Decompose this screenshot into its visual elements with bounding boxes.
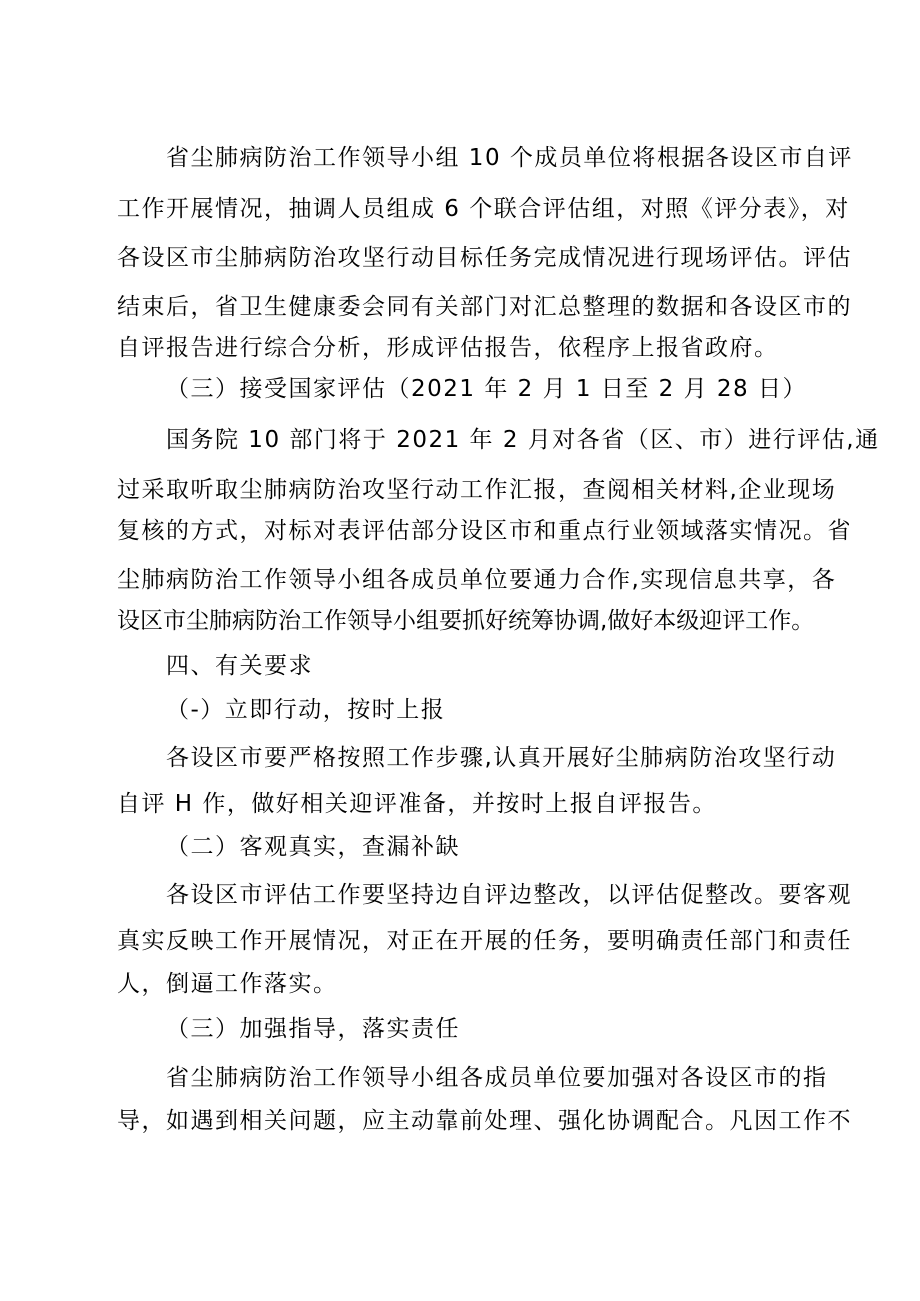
text-line: 人，倒逼工作落实。 bbox=[117, 971, 338, 997]
text-line: 各设区市尘肺病防治攻坚行动目标任务完成情况进行现场评估。评估 bbox=[117, 245, 852, 271]
section-heading: （三）接受国家评估（2021 年 2 月 1 日至 2 月 28 日） bbox=[166, 376, 807, 402]
text-line: 导，如遇到相关问题，应主动靠前处理、强化协调配合。凡因工作不 bbox=[117, 1108, 852, 1134]
text-line: 复核的方式，对标对表评估部分设区市和重点行业领域落实情况。省 bbox=[117, 518, 852, 544]
text-line: 各设区市评估工作要坚持边自评边整改，以评估促整改。要客观 bbox=[166, 882, 852, 908]
text-line: 结束后，省卫生健康委会同有关部门对汇总整理的数据和各设区市的 bbox=[117, 294, 852, 320]
text-line: 国务院 10 部门将于 2021 年 2 月对各省（区、市）进行评估,通 bbox=[166, 427, 880, 453]
text-line: 真实反映工作开展情况，对正在开展的任务，要明确责任部门和责任 bbox=[117, 928, 852, 954]
subsection-heading: （三）加强指导，落实责任 bbox=[166, 1016, 460, 1042]
text-line: 省尘肺病防治工作领导小组各成员单位要加强对各设区市的指 bbox=[166, 1065, 828, 1091]
text-line: 尘肺病防治工作领导小组各成员单位要通力合作,实现信息共享，各 bbox=[117, 567, 837, 593]
text-line: 各设区市要严格按照工作步骤,认真开展好尘肺病防治攻坚行动 bbox=[166, 745, 837, 771]
text-line: 设区市尘肺病防治工作领导小组要抓好统筹协调,做好本级迎评工作。 bbox=[117, 608, 815, 634]
text-line: 自评 H 作，做好相关迎评准备，并按时上报自评报告。 bbox=[117, 791, 717, 817]
section-heading: 四、有关要求 bbox=[166, 653, 313, 679]
text-line: 自评报告进行综合分析，形成评估报告，依程序上报省政府。 bbox=[117, 335, 779, 361]
text-line: 过采取听取尘肺病防治攻坚行动工作汇报，查阅相关材料,企业现场 bbox=[117, 477, 837, 503]
subsection-heading: （二）客观真实，查漏补缺 bbox=[166, 834, 460, 860]
text-line: 省尘肺病防治工作领导小组 10 个成员单位将根据各设区市自评 bbox=[166, 145, 853, 171]
text-line: 工作开展情况，抽调人员组成 6 个联合评估组，对照《评分表》，对 bbox=[117, 196, 850, 222]
subsection-heading: （-）立即行动，按时上报 bbox=[166, 697, 446, 723]
